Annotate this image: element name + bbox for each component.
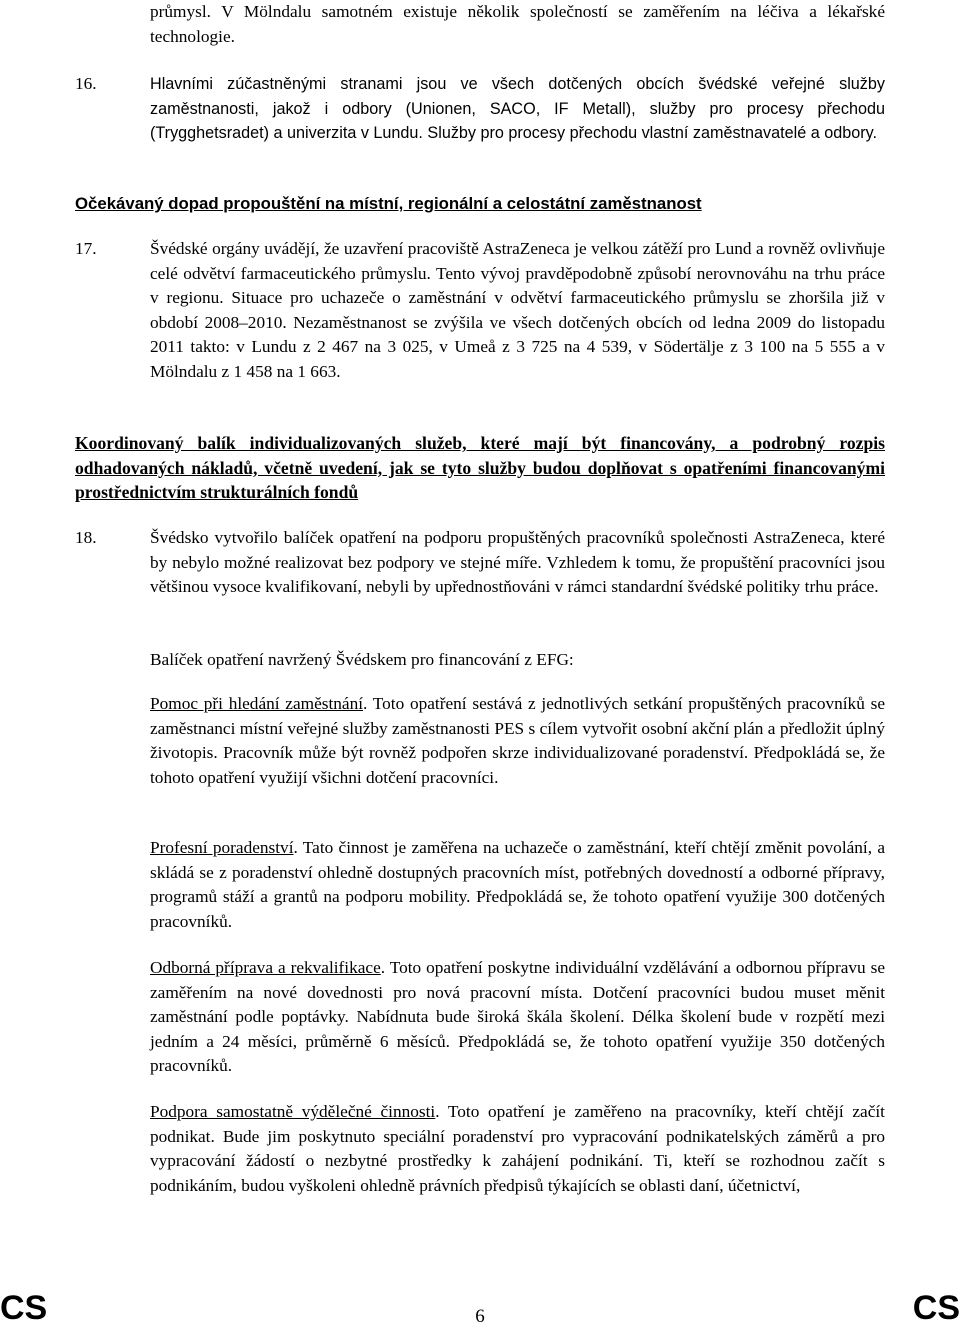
paragraph-16 [150,72,885,146]
measure-text: . Toto opatření je zaměřeno na pracovníky, kteří chtějí začít podnikat. Bude jim poskytnuto speciální poradenství pro vypracování podnikatelských záměrů a pro vypracování žádostí o nezbytné prostředky k zahájení podnikání. Ti, kteří se rozhodnou začít s podnikáním, budou vyškoleni ohledně právních předpisů týkajících se oblasti daní, účetnictví, [150,1102,885,1195]
paragraph-number: 17. [75,239,97,258]
package-intro [150,648,885,673]
measure-paragraph [150,1100,885,1198]
measure-text: . Toto opatření poskytne individuální vzdělávání a odbornou přípravu se zaměřením na nové dovednosti pro nová pracovní místa. Dotčení pracovníci budou muset měnit zaměstnání podle poptávky. Nabídnuta bude široká škála školení. Délka školení bude v rozpětí mezi jedním a 24 měsíci, průměrně 6 měsíců. Předpokládá se, že tohoto opatření využije 350 dotčených pracovníků. [150,958,886,1076]
continuation-paragraph [150,0,885,49]
measure-title: Podpora samostatně výdělečné činnosti [150,1102,436,1121]
paragraph-18 [150,526,885,600]
paragraph-17 [150,237,885,385]
measure-title: Pomoc při hledání zaměstnání [150,694,364,713]
measure-paragraph [150,836,885,934]
measure-text: . Tato činnost je zaměřena na uchazeče o zaměstnání, kteří chtějí změnit povolání, a skládá se z poradenství ohledně dostupných pracovních míst, potřebných dovedností a odborné přípravy, programů stáží a grantů na podporu mobility. Předpokládá se, že tohoto opatření využije 300 dotčených pracovníků. [150,838,885,931]
measure-title: Profesní poradenství [150,838,294,857]
footer-language-right: CS [912,1289,960,1327]
section-heading: Koordinovaný balík individualizovaných služeb, které mají být financovány, a podrobný rozpis odhadovaných nákladů, včetně uvedení, jak se tyto služby budou doplňovat s opatřeními financovanými prostřednictvím strukturálních fondů [75,433,885,503]
footer-language-left: CS [0,1289,48,1327]
paragraph-text: Hlavními zúčastněnými stranami jsou ve všech dotčených obcích švédské veřejné služby zaměstnanosti, jakož i odbory (Unionen, SACO, IF Metall), služby pro procesy přechodu (Trygghetsradet) a univerzita v Lundu. Služby pro procesy přechodu vlastní zaměstnavatelé a odbory. [150,75,885,143]
measure-title: Odborná příprava a rekvalifikace [150,958,381,977]
paragraph-number: 18. [75,528,97,547]
paragraph-number: 16. [75,74,97,93]
paragraph-text: Švédské orgány uvádějí, že uzavření pracoviště AstraZeneca je velkou zátěží pro Lund a rovněž ovlivňuje celé odvětví farmaceutického průmyslu. Tento vývoj pravděpodobně způsobí nerovnováhu na trhu práce v regionu. Situace pro uchazeče o zaměstnání v odvětví farmaceutického průmyslu se zhoršila již v období 2008–2010. Nezaměstnanost se zvýšila ve všech dotčených obcích od ledna 2009 do listopadu 2011 takto: v Lundu z 2 467 na 3 025, v Umeå z 3 725 na 4 539, v Södertälje z 3 100 na 5 555 a v Mölndalu z 1 458 na 1 663. [150,239,885,381]
paragraph-text: průmysl. V Mölndalu samotném existuje několik společností se zaměřením na léčiva a lékařské technologie. [150,2,885,46]
measure-paragraph [150,956,885,1079]
page-number: 6 [475,1306,485,1327]
paragraph-text: Švédsko vytvořilo balíček opatření na podporu propuštěných pracovníků společnosti AstraZeneca, které by nebylo možné realizovat bez podpory ve stejné míře. Vzhledem k tomu, že propuštění pracovníci jsou většinou vysoce kvalifikovaní, nebyli by upřednostňováni v rámci standardní švédské politiky trhu práce. [150,528,885,597]
measure-text: . Toto opatření sestává z jednotlivých setkání propuštěných pracovníků se zaměstnanci místní veřejné služby zaměstnanosti PES s cílem vytvořit osobní akční plán a předložit úplný životopis. Pracovník může být rovněž podpořen skrze individualizované poradenství. Předpokládá se, že tohoto opatření využijí všichni dotčení pracovníci. [150,694,885,787]
measure-paragraph [150,692,885,790]
section-heading: Očekávaný dopad propouštění na místní, regionální a celostátní zaměstnanost [75,194,702,213]
paragraph-text: Balíček opatření navržený Švédskem pro financování z EFG: [150,650,574,669]
